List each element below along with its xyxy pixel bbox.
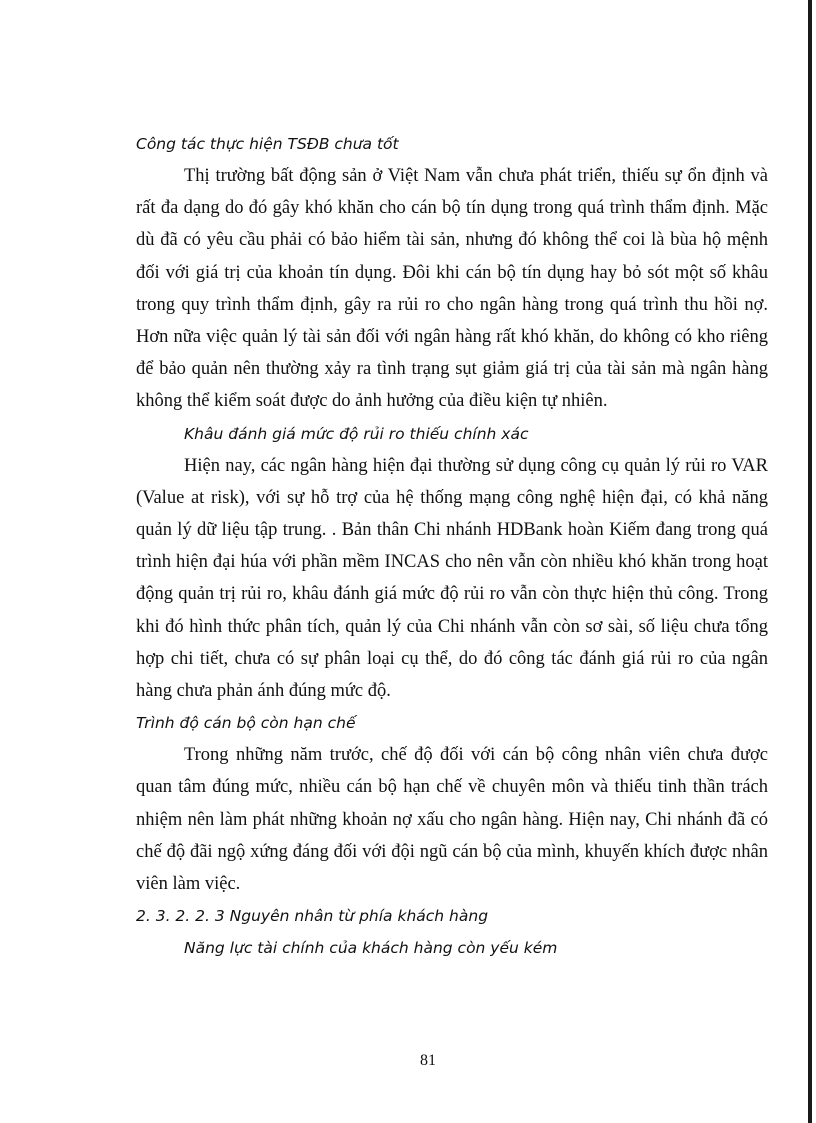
page-edge-border	[808, 0, 812, 1123]
section-heading-risk-assessment: Khâu đánh giá mức độ rủi ro thiếu chính xác	[184, 424, 529, 443]
page-number: 81	[420, 1052, 436, 1069]
paragraph-collateral: Thị trường bất động sản ở Việt Nam vẫn chưa phát triển, thiếu sự ổn định và rất đa dạng do đó gây khó khăn cho cán bộ tín dụng trong quá trình thẩm định. Mặc dù đã có yêu cầu phải có bảo hiểm tài sản, nhưng đó không thể coi là bùa hộ mệnh đối với giá trị của khoản tín dụng. Đôi khi cán bộ tín dụng hay bỏ sót một số khâu trong quy trình thẩm định, gây ra rủi ro cho ngân hàng trong quá trình thu hồi nợ. Hơn nữa việc quản lý tài sản đối với ngân hàng rất khó khăn, do không có kho riêng để bảo quản nên thường xảy ra tình trạng sụt giảm giá trị của tài sản mà ngân hàng không thể kiểm soát được do ảnh hưởng của điều kiện tự nhiên.	[136, 166, 768, 412]
paragraph-risk-assessment: Hiện nay, các ngân hàng hiện đại thường sử dụng công cụ quản lý rủi ro VAR (Value at risk), với sự hỗ trợ của hệ thống mạng công nghệ hiện đại, có khả năng quản lý dữ liệu tập trung. . Bản thân Chi nhánh HDBank hoàn Kiếm đang trong quá trình hiện đại húa với phần mềm INCAS cho nên vẫn còn nhiều khó khăn trong hoạt động quản trị rủi ro, khâu đánh giá mức độ rủi ro vẫn còn thực hiện thủ công. Trong khi đó hình thức phân tích, quản lý của Chi nhánh vẫn còn sơ sài, số liệu chưa tổng hợp chi tiết, chưa có sự phân loại cụ thể, do đó công tác đánh giá rủi ro của ngân hàng chưa phản ánh đúng mức độ.	[136, 455, 768, 702]
paragraph-staff-competence: Trong những năm trước, chế độ đối với cán bộ công nhân viên chưa được quan tâm đúng mức, nhiều cán bộ hạn chế về chuyên môn và thiếu tinh thần trách nhiệm nên làm phát những khoản nợ xấu cho ngân hàng. Hiện nay, Chi nhánh đã có chế độ đãi ngộ xứng đáng đối với đội ngũ cán bộ của mình, khuyến khích được nhân viên làm việc.	[136, 745, 768, 895]
section-heading-customer-causes: 2. 3. 2. 2. 3 Nguyên nhân từ phía khách hàng	[136, 907, 489, 926]
section-heading-staff-competence: Trình độ cán bộ còn hạn chế	[136, 714, 356, 733]
section-heading-customer-finance: Năng lực tài chính của khách hàng còn yếu kém	[184, 939, 558, 958]
document-body	[136, 128, 768, 964]
section-heading-collateral: Công tác thực hiện TSĐB chưa tốt	[136, 135, 399, 153]
